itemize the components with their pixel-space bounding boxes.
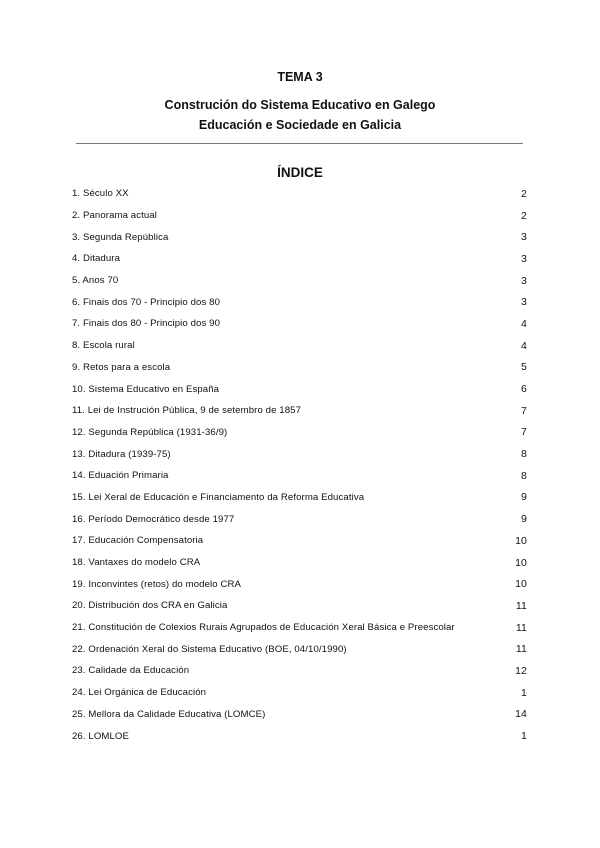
toc-entry-label: 16. Período Democrático desde 1977 xyxy=(72,513,235,525)
toc-entry-label: 3. Segunda República xyxy=(72,231,169,243)
toc-entry-label: 23. Calidade da Educación xyxy=(72,665,190,677)
toc-entry-label: 5. Anos 70 xyxy=(72,275,119,287)
toc-entry-page: 5 xyxy=(521,361,527,374)
toc-entry-page: 4 xyxy=(521,339,527,352)
toc-entry-page: 11 xyxy=(515,643,527,656)
toc-entry-label: 18. Vantaxes do modelo CRA xyxy=(72,557,201,569)
toc-entry[interactable] xyxy=(72,226,527,248)
toc-entry-page: 14 xyxy=(515,708,527,721)
toc-entry[interactable] xyxy=(72,595,527,617)
toc-entry-label: 22. Ordenación Xeral do Sistema Educativo (BOE, 04/10/1990) xyxy=(72,643,347,655)
toc-entry-page: 11 xyxy=(515,599,527,612)
toc-entry-page: 1 xyxy=(521,686,527,699)
toc-entry-page: 8 xyxy=(521,448,527,461)
toc-entry-label: 25. Mellora da Calidade Educativa (LOMCE) xyxy=(72,708,266,720)
toc-entry[interactable] xyxy=(72,205,527,227)
toc-entry-label: 24. Lei Orgánica de Educación xyxy=(72,687,207,699)
toc-entry-label: 20. Distribución dos CRA en Galicia xyxy=(72,600,228,612)
toc-entry[interactable] xyxy=(72,183,527,205)
toc-entry-label: 2. Panorama actual xyxy=(72,210,157,222)
toc-entry-page: 3 xyxy=(521,252,527,265)
toc-entry-page: 7 xyxy=(521,404,527,417)
toc-entry-page: 2 xyxy=(521,209,527,222)
toc-entry[interactable] xyxy=(72,487,527,509)
toc-entry-label: 17. Educación Compensatoria xyxy=(72,535,204,547)
toc-entry-page: 6 xyxy=(521,383,527,396)
toc-entry-label: 8. Escola rural xyxy=(72,340,135,352)
toc-entry[interactable] xyxy=(72,638,527,660)
toc-entry[interactable] xyxy=(72,313,527,335)
toc-entry-label: 10. Sistema Educativo en España xyxy=(72,383,220,395)
toc-entry[interactable] xyxy=(72,335,527,357)
toc-entry[interactable] xyxy=(72,725,527,747)
toc-entry-page: 8 xyxy=(521,469,527,482)
toc-entry-label: 11. Lei de Instrución Pública, 9 de setembro de 1857 xyxy=(72,405,302,417)
toc-entry-page: 9 xyxy=(521,491,527,504)
toc-entry-page: 10 xyxy=(515,556,527,569)
header-divider xyxy=(76,143,523,144)
toc-entry-page: 3 xyxy=(521,296,527,309)
toc-entry-page: 9 xyxy=(521,513,527,526)
toc-entry[interactable] xyxy=(72,270,527,292)
toc-entry[interactable] xyxy=(72,660,527,682)
document-subtitle-2: Educación e Sociedade en Galicia xyxy=(198,118,402,132)
toc-entry[interactable] xyxy=(72,682,527,704)
toc-entry-label: 26. LOMLOE xyxy=(72,730,129,742)
toc-entry[interactable] xyxy=(72,400,527,422)
document-subtitle-1: Construción do Sistema Educativo en Galego xyxy=(164,98,436,112)
toc-entry[interactable] xyxy=(72,573,527,595)
toc-entry[interactable] xyxy=(72,704,527,726)
toc-entry-page: 4 xyxy=(521,317,527,330)
toc-entry-label: 9. Retos para a escola xyxy=(72,361,171,373)
toc-entry-page: 1 xyxy=(521,730,527,743)
table-of-contents xyxy=(72,183,527,747)
toc-entry-label: 19. Inconvintes (retos) do modelo CRA xyxy=(72,578,242,590)
tema-title: TEMA 3 xyxy=(277,70,323,84)
toc-entry[interactable] xyxy=(72,465,527,487)
toc-entry[interactable] xyxy=(72,552,527,574)
toc-entry-page: 10 xyxy=(515,578,527,591)
toc-entry[interactable] xyxy=(72,248,527,270)
toc-entry[interactable] xyxy=(72,291,527,313)
toc-entry-label: 15. Lei Xeral de Educación e Financiamento da Reforma Educativa xyxy=(72,491,365,503)
toc-entry-label: 4. Ditadura xyxy=(72,253,121,265)
toc-entry-page: 3 xyxy=(521,231,527,244)
toc-entry-label: 7. Finais dos 80 - Principio dos 90 xyxy=(72,318,221,330)
toc-entry-label: 21. Constitución de Colexios Rurais Agrupados de Educación Xeral Básica e Preescolar xyxy=(72,622,455,634)
toc-entry-page: 12 xyxy=(515,664,527,677)
toc-entry[interactable] xyxy=(72,357,527,379)
toc-entry-page: 3 xyxy=(521,274,527,287)
toc-entry[interactable] xyxy=(72,422,527,444)
toc-entry-page: 10 xyxy=(515,534,527,547)
toc-entry-page: 2 xyxy=(521,187,527,200)
toc-entry[interactable] xyxy=(72,443,527,465)
toc-entry[interactable] xyxy=(72,508,527,530)
toc-entry-label: 12. Segunda República (1931-36/9) xyxy=(72,426,228,438)
toc-entry-page: 11 xyxy=(515,621,527,634)
toc-entry-label: 1. Século XX xyxy=(72,188,129,200)
toc-entry[interactable] xyxy=(72,617,527,639)
toc-entry-label: 14. Eduación Primaria xyxy=(72,470,169,482)
toc-entry-label: 6. Finais dos 70 - Principio dos 80 xyxy=(72,296,221,308)
toc-entry[interactable] xyxy=(72,530,527,552)
toc-entry[interactable] xyxy=(72,378,527,400)
toc-entry-page: 7 xyxy=(521,426,527,439)
index-heading: ÍNDICE xyxy=(277,165,323,180)
toc-entry-label: 13. Ditadura (1939-75) xyxy=(72,448,171,460)
